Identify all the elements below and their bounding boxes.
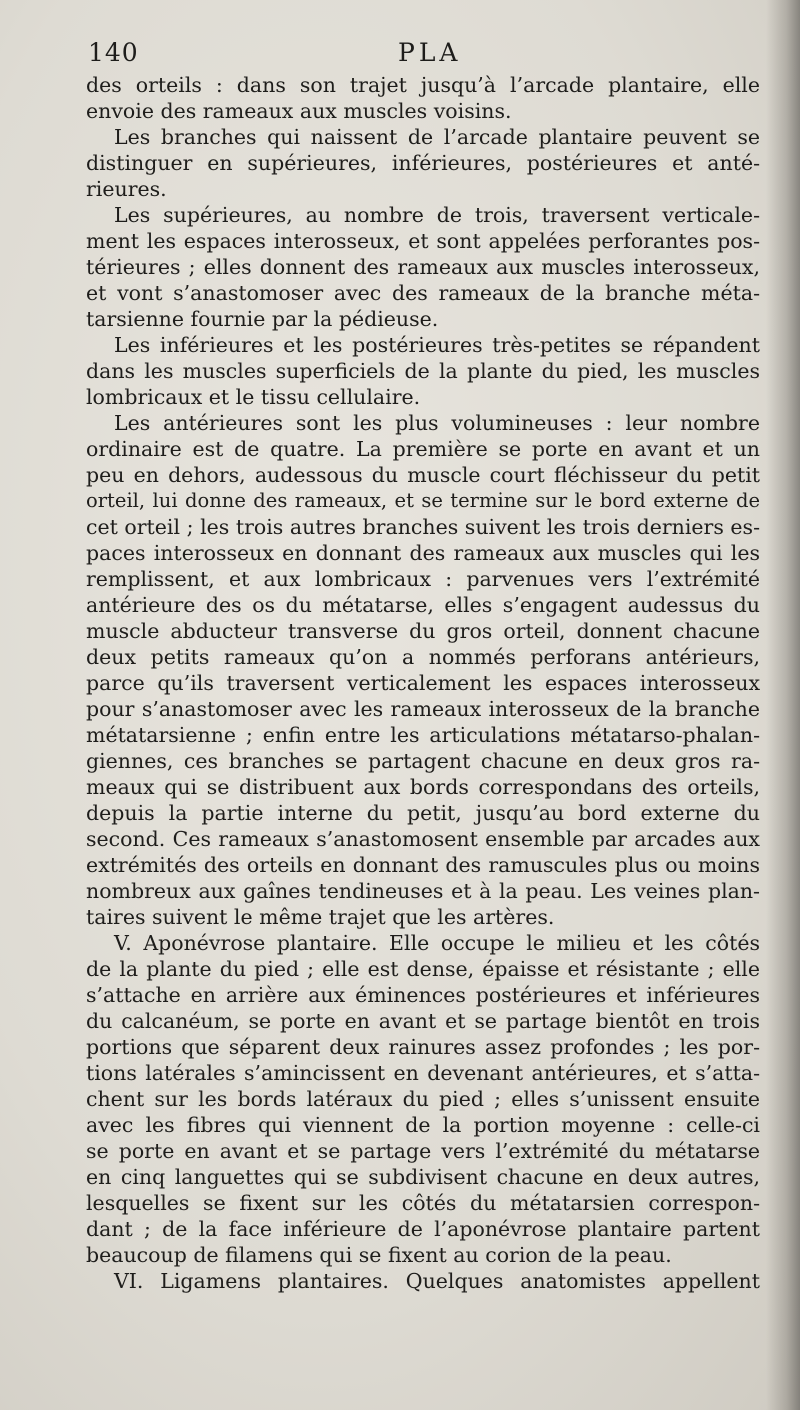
text-line: métatarsienne ; enfin entre les articulations métatarso-phalan- bbox=[86, 723, 760, 747]
page-gutter-shadow bbox=[766, 0, 800, 1410]
text-line: meaux qui se distribuent aux bords correspondans des orteils, bbox=[86, 775, 760, 799]
text-line: parce qu’ils traversent verticalement les espaces interosseux bbox=[86, 671, 760, 695]
text-line: extrémités des orteils en donnant des ramuscules plus ou moins bbox=[86, 853, 760, 877]
text-line: remplissent, et aux lombricaux : parvenues vers l’extrémité bbox=[86, 567, 760, 591]
body-text bbox=[86, 72, 760, 1294]
text-line: antérieure des os du métatarse, elles s’engagent audessus du bbox=[86, 593, 760, 617]
text-line: et vont s’anastomoser avec des rameaux de la branche méta- bbox=[86, 281, 760, 305]
text-line: distinguer en supérieures, inférieures, postérieures et anté- bbox=[86, 151, 760, 175]
text-line: peu en dehors, audessous du muscle court fléchisseur du petit bbox=[86, 463, 760, 487]
text-line: Les branches qui naissent de l’arcade plantaire peuvent se bbox=[114, 125, 760, 149]
text-line: avec les fibres qui viennent de la portion moyenne : celle-ci bbox=[86, 1113, 760, 1137]
text-line: Les antérieures sont les plus volumineuses : leur nombre bbox=[114, 411, 760, 435]
text-line: lombricaux et le tissu cellulaire. bbox=[86, 385, 421, 409]
text-line: dans les muscles superficiels de la plante du pied, les muscles bbox=[86, 359, 760, 383]
text-line: ordinaire est de quatre. La première se porte en avant et un bbox=[86, 437, 760, 461]
text-line: des orteils : dans son trajet jusqu’à l’arcade plantaire, elle bbox=[86, 73, 760, 97]
text-line: chent sur les bords latéraux du pied ; elles s’unissent ensuite bbox=[86, 1087, 760, 1111]
text-line: pour s’anastomoser avec les rameaux interosseux de la branche bbox=[86, 697, 760, 721]
text-line: dant ; de la face inférieure de l’aponévrose plantaire partent bbox=[86, 1217, 760, 1241]
text-line: muscle abducteur transverse du gros orteil, donnent chacune bbox=[86, 619, 760, 643]
text-line: depuis la partie interne du petit, jusqu’au bord externe du bbox=[86, 801, 760, 825]
text-line: Les inférieures et les postérieures très-petites se répandent bbox=[114, 333, 760, 357]
text-line: second. Ces rameaux s’anastomosent ensemble par arcades aux bbox=[86, 827, 760, 851]
text-line: rieures. bbox=[86, 177, 167, 201]
text-line: portions que séparent deux rainures assez profondes ; les por- bbox=[86, 1035, 760, 1059]
text-line: V. Aponévrose plantaire. Elle occupe le milieu et les côtés bbox=[114, 931, 760, 955]
text-line: en cinq languettes qui se subdivisent chacune en deux autres, bbox=[86, 1165, 760, 1189]
text-line: lesquelles se fixent sur les côtés du métatarsien correspon- bbox=[86, 1191, 760, 1215]
page-number: 140 bbox=[88, 38, 139, 67]
text-line: VI. Ligamens plantaires. Quelques anatomistes appellent bbox=[114, 1269, 760, 1293]
text-line: Les supérieures, au nombre de trois, traversent verticale- bbox=[114, 203, 760, 227]
text-line: cet orteil ; les trois autres branches suivent les trois derniers es- bbox=[86, 515, 760, 539]
text-line: paces interosseux en donnant des rameaux aux muscles qui les bbox=[86, 541, 760, 565]
text-line: orteil, lui donne des rameaux, et se termine sur le bord externe de bbox=[86, 489, 760, 512]
text-line: deux petits rameaux qu’on a nommés perforans antérieurs, bbox=[86, 645, 760, 669]
text-line: s’attache en arrière aux éminences postérieures et inférieures bbox=[86, 983, 760, 1007]
text-line: tions latérales s’amincissent en devenant antérieures, et s’atta- bbox=[86, 1061, 760, 1085]
text-line: giennes, ces branches se partagent chacune en deux gros ra- bbox=[86, 749, 760, 773]
text-line: nombreux aux gaînes tendineuses et à la peau. Les veines plan- bbox=[86, 879, 760, 903]
text-line: de la plante du pied ; elle est dense, épaisse et résistante ; elle bbox=[86, 957, 760, 981]
text-line: tarsienne fournie par la pédieuse. bbox=[86, 307, 439, 331]
text-line: taires suivent le même trajet que les artères. bbox=[86, 905, 555, 929]
text-line: térieures ; elles donnent des rameaux aux muscles interosseux, bbox=[86, 255, 760, 279]
running-head: PLA bbox=[398, 38, 462, 67]
text-line: beaucoup de filamens qui se fixent au corion de la peau. bbox=[86, 1243, 672, 1267]
text-line: du calcanéum, se porte en avant et se partage bientôt en trois bbox=[86, 1009, 760, 1033]
text-line: se porte en avant et se partage vers l’extrémité du métatarse bbox=[86, 1139, 760, 1163]
text-line: envoie des rameaux aux muscles voisins. bbox=[86, 99, 512, 123]
text-line: ment les espaces interosseux, et sont appelées perforantes pos- bbox=[86, 229, 760, 253]
